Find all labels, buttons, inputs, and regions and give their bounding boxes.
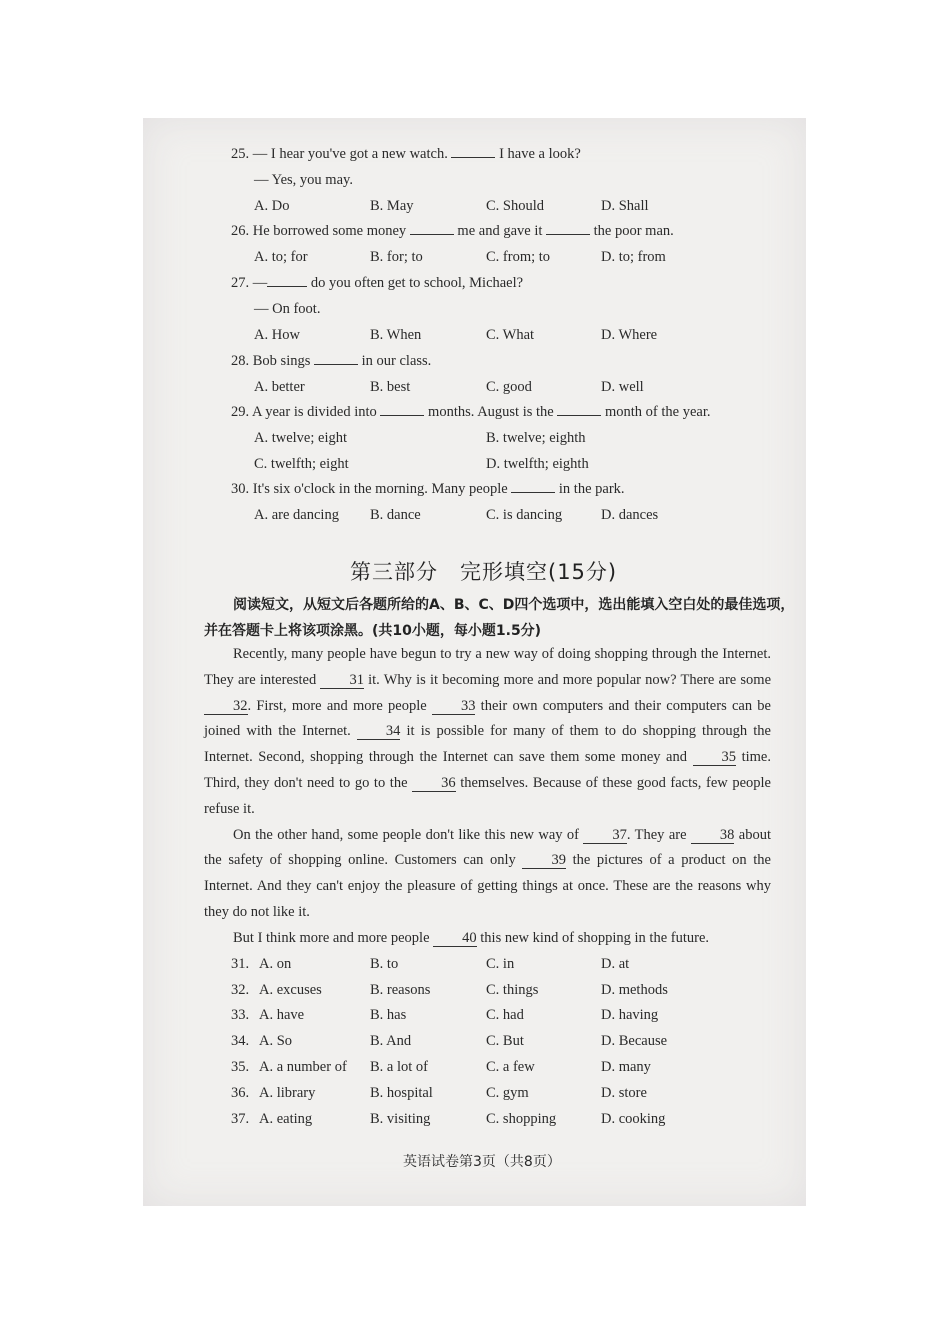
q26-option-b: B. for; to (370, 249, 423, 265)
cloze-35-option-c: C. a few (486, 1059, 535, 1075)
cloze-37-option-b: B. visiting (370, 1111, 431, 1127)
blank-38: 38 (691, 827, 735, 844)
cloze-35-option-b: B. a lot of (370, 1059, 428, 1075)
question-25-stem: 25. — I hear you've got a new watch. I have a look? (231, 146, 581, 162)
q26-option-a: A. to; for (254, 249, 308, 265)
cloze-33-number: 33. (231, 1007, 250, 1023)
question-28-stem: 28. Bob sings in our class. (231, 353, 432, 369)
question-25-reply: — Yes, you may. (254, 172, 353, 188)
q26-option-c: C. from; to (486, 249, 551, 265)
q28-option-d: D. well (601, 379, 644, 395)
q28-option-a: A. better (254, 379, 305, 395)
q27-option-c: C. What (486, 327, 535, 343)
cloze-33-option-a: A. have (259, 1007, 305, 1023)
cloze-33-option-d: D. having (601, 1007, 659, 1023)
passage-paragraph-1: Recently, many people have begun to try a new way of doing shopping through the Internet. They are interested 31 it. Why is it becoming more and more popular now? There are some 32. First, more and more people 33 their own computers and their computers can be joined with the Internet. 34 it is possible for many of them to do shopping through the Internet. Second, shopping through the Internet can save them some money and 35 time. Third, they don't need to go to the 36 themselves. Because of these good facts, few people refuse it. (204, 646, 772, 817)
cloze-35-option-a: A. a number of (259, 1059, 347, 1075)
passage (204, 642, 771, 952)
cloze-34-option-d: D. Because (601, 1033, 668, 1049)
cloze-32-option-a: A. excuses (259, 982, 322, 998)
cloze-36-option-c: C. gym (486, 1085, 529, 1101)
q30-option-d: D. dances (601, 507, 659, 523)
q27-option-b: B. When (370, 327, 422, 343)
cloze-34-number: 34. (231, 1033, 250, 1049)
q30-option-c: C. is dancing (486, 507, 563, 523)
cloze-36-number: 36. (231, 1085, 250, 1101)
instructions-line-2: 并在答题卡上将该项涂黑。(共10小题，每小题1.5分) (204, 623, 542, 639)
cloze-34-option-a: A. So (259, 1033, 293, 1049)
passage-paragraph-2: On the other hand, some people don't like this new way of 37. They are 38 about the safety of shopping online. Customers can only 39 the pictures of a product on the Internet. And they can't enjoy the pleasure of getting things at once. These are the reasons why they do not like it. (204, 826, 772, 920)
question-30-stem: 30. It's six o'clock in the morning. Many people in the park. (231, 481, 625, 497)
cloze-34-option-c: C. But (486, 1033, 524, 1049)
q29-option-d: D. twelfth; eighth (486, 456, 589, 472)
q25-option-b: B. May (370, 198, 414, 214)
blank-33: 33 (432, 698, 476, 715)
cloze-31-option-c: C. in (486, 956, 515, 972)
blank-36: 36 (412, 775, 456, 792)
blank-32: 32 (204, 698, 248, 715)
q30-option-b: B. dance (370, 507, 421, 523)
q28-option-b: B. best (370, 379, 411, 395)
q29-option-b: B. twelve; eighth (486, 430, 586, 446)
instructions-line-1: 阅读短文，从短文后各题所给的A、B、C、D四个选项中，选出能填入空白处的最佳选项， (233, 597, 795, 613)
q25-option-a: A. Do (254, 198, 290, 214)
blank-35: 35 (693, 749, 737, 766)
cloze-36-option-d: D. store (601, 1085, 647, 1101)
blank-39: 39 (522, 852, 566, 869)
q28-option-c: C. good (486, 379, 532, 395)
cloze-35-option-d: D. many (601, 1059, 651, 1075)
cloze-37-option-c: C. shopping (486, 1111, 557, 1127)
cloze-32-number: 32. (231, 982, 250, 998)
blank-40: 40 (433, 930, 477, 947)
q25-option-c: C. Should (486, 198, 545, 214)
question-29-stem: 29. A year is divided into months. August is the month of the year. (231, 404, 711, 420)
cloze-33-option-c: C. had (486, 1007, 524, 1023)
q25-option-d: D. Shall (601, 198, 649, 214)
cloze-37-option-d: D. cooking (601, 1111, 666, 1127)
question-26-stem: 26. He borrowed some money me and gave it the poor man. (231, 223, 674, 239)
blank-31: 31 (320, 672, 364, 689)
q30-option-a: A. are dancing (254, 507, 339, 523)
q29-option-c: C. twelfth; eight (254, 456, 349, 472)
q26-option-d: D. to; from (601, 249, 666, 265)
cloze-36-option-a: A. library (259, 1085, 316, 1101)
question-27-stem: 27. — do you often get to school, Michael? (231, 275, 524, 291)
blank-37: 37 (583, 827, 627, 844)
cloze-36-option-b: B. hospital (370, 1085, 433, 1101)
section-heading: 第三部分 完形填空(15分) (350, 560, 618, 584)
cloze-35-number: 35. (231, 1059, 250, 1075)
cloze-37-number: 37. (231, 1111, 250, 1127)
cloze-32-option-c: C. things (486, 982, 539, 998)
cloze-31-number: 31. (231, 956, 250, 972)
page-footer: 英语试卷第3页（共8页） (403, 1154, 561, 1170)
blank-34: 34 (357, 723, 401, 740)
cloze-32-option-b: B. reasons (370, 982, 431, 998)
cloze-34-option-b: B. And (370, 1033, 412, 1049)
passage-paragraph-3: But I think more and more people 40 this new kind of shopping in the future. (233, 929, 710, 946)
q27-option-a: A. How (254, 327, 300, 343)
q27-option-d: D. Where (601, 327, 658, 343)
cloze-32-option-d: D. methods (601, 982, 668, 998)
cloze-31-option-d: D. at (601, 956, 630, 972)
q29-option-a: A. twelve; eight (254, 430, 348, 446)
cloze-33-option-b: B. has (370, 1007, 407, 1023)
cloze-37-option-a: A. eating (259, 1111, 313, 1127)
cloze-31-option-a: A. on (259, 956, 292, 972)
question-27-reply: — On foot. (254, 301, 321, 317)
cloze-31-option-b: B. to (370, 956, 399, 972)
